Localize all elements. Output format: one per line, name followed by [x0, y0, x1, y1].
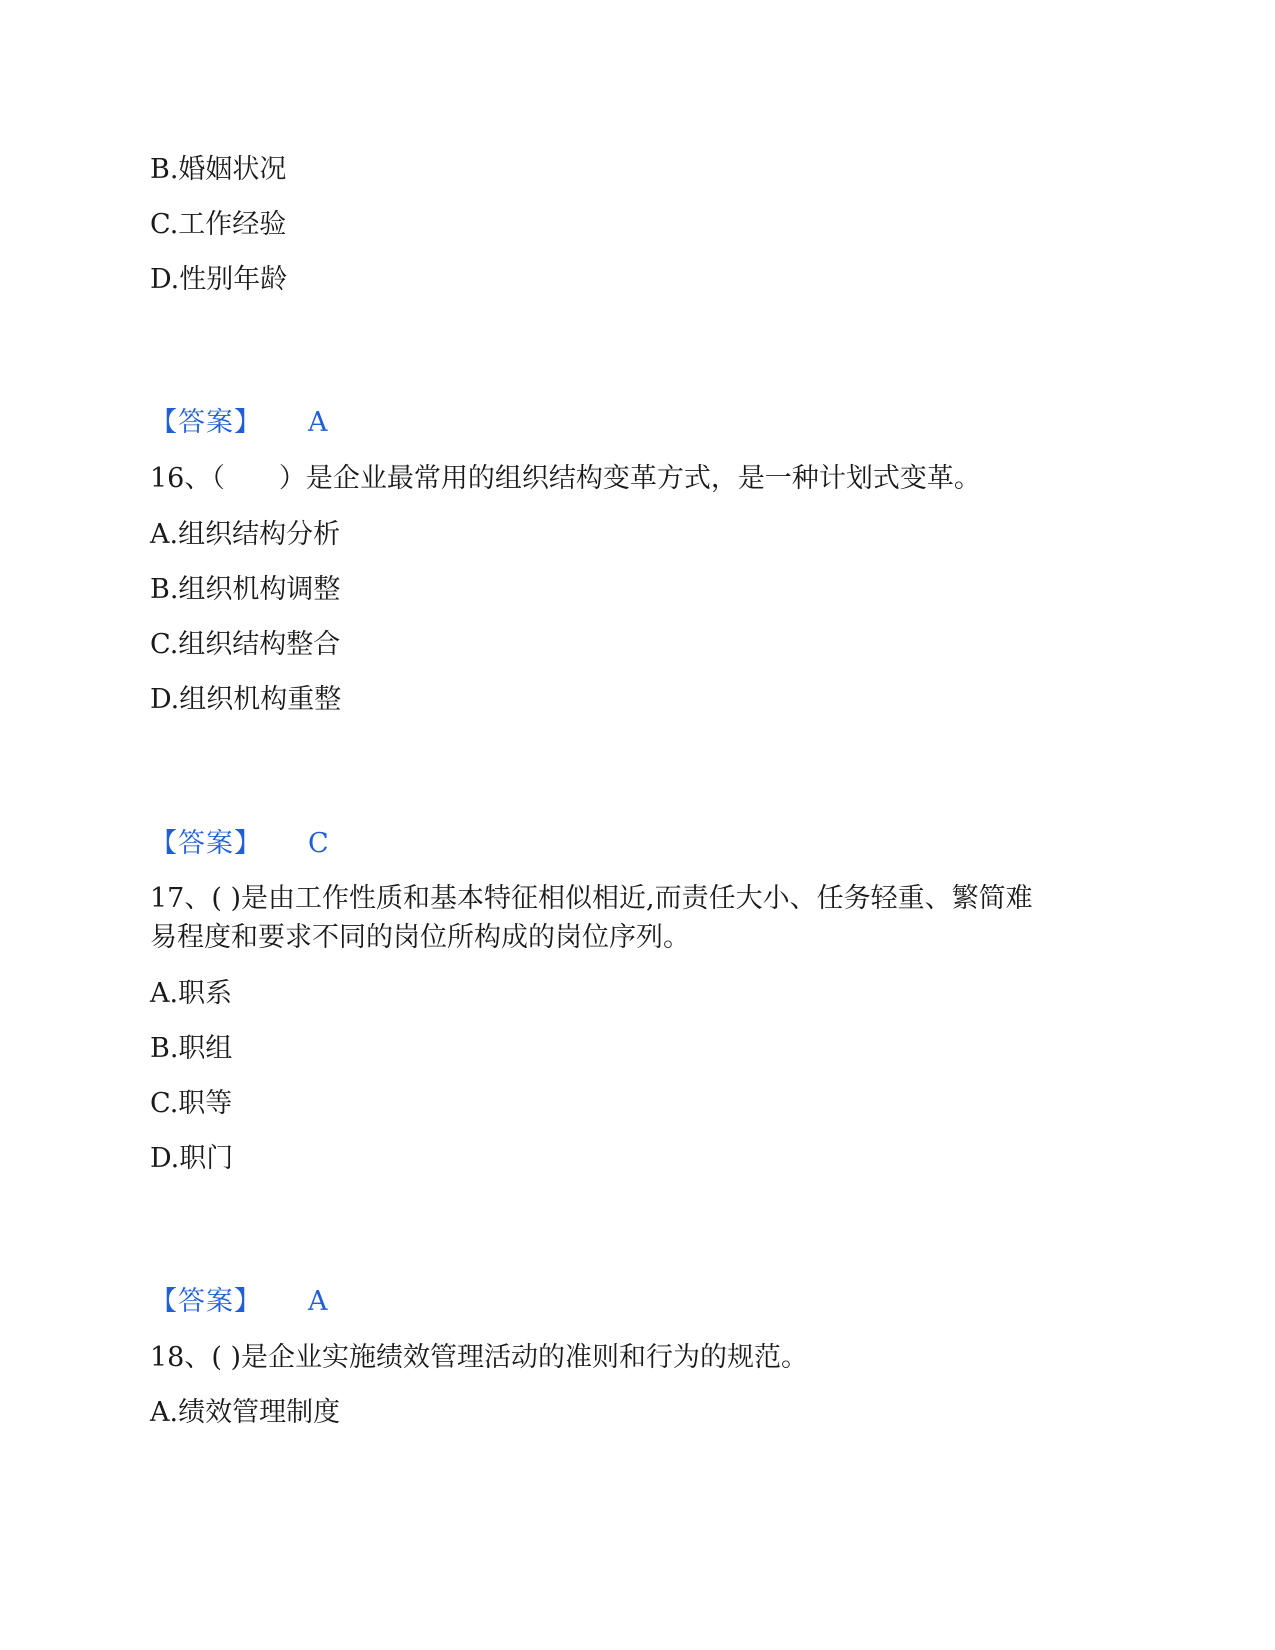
- q16-option-c: C.组织结构整合: [150, 629, 341, 660]
- q18-stem: 18、( )是企业实施绩效管理活动的准则和行为的规范。: [150, 1342, 809, 1373]
- q17-stem-line2: 易程度和要求不同的岗位所构成的岗位序列。: [150, 922, 690, 953]
- answer-value: C: [308, 828, 329, 859]
- q16-stem: 16、（ ）是企业最常用的组织结构变革方式，是一种计划式变革。: [150, 463, 981, 494]
- q16-answer: [150, 827, 329, 861]
- answer-label: 【答案】: [150, 1286, 262, 1317]
- q15-answer: [150, 406, 328, 440]
- q17-option-b: B.职组: [150, 1033, 233, 1064]
- q17-option-c: C.职等: [150, 1088, 233, 1119]
- answer-value: A: [308, 1286, 328, 1317]
- q17-stem-line1: 17、( )是由工作性质和基本特征相似相近,而责任大小、任务轻重、繁简难: [150, 883, 1033, 914]
- answer-value: A: [308, 407, 328, 438]
- q17-option-a: A.职系: [150, 978, 233, 1009]
- q16-option-a: A.组织结构分析: [150, 519, 341, 550]
- q15-option-d: D.性别年龄: [150, 264, 288, 295]
- q17-answer: [150, 1285, 328, 1319]
- q16-option-b: B.组织机构调整: [150, 574, 341, 605]
- q17-option-d: D.职门: [150, 1143, 234, 1174]
- q18-option-a: A.绩效管理制度: [150, 1397, 341, 1428]
- answer-label: 【答案】: [150, 407, 262, 438]
- answer-label: 【答案】: [150, 828, 262, 859]
- q16-option-d: D.组织机构重整: [150, 684, 342, 715]
- q15-option-b: B.婚姻状况: [150, 154, 287, 185]
- q15-option-c: C.工作经验: [150, 209, 287, 240]
